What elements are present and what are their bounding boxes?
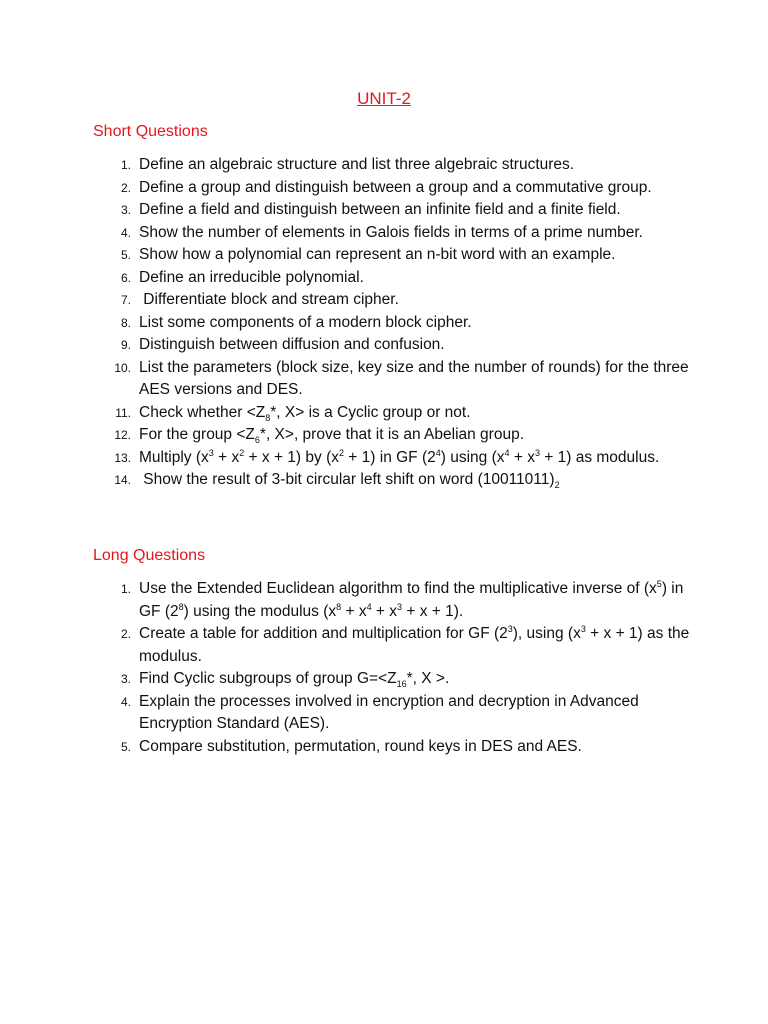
question-item [93,289,693,312]
question-item [93,469,693,492]
question-text: Check whether $<Z_8*$, X> is a Cyclic group or not. [139,403,471,423]
question-number: 7. [120,293,131,307]
question-text: Use the Extended Euclidean algorithm to find the multiplicative inverse of $(x^5)$ in GF $(2^8)$ using the modulus $(x^8 + x^4 + x^3 + x + 1)$. [139,578,684,620]
question-item [93,623,693,668]
question-text: List the parameters (block size, key size and the number of rounds) for the three AES versions and DES. [139,358,689,398]
question-text: Create a table for addition and multiplication for GF $(2^3)$, using $(x^3 + x + 1)$ as the modulus. [139,623,690,665]
question-number: 10. [114,360,131,375]
unit-title: UNIT-2 [357,89,411,108]
question-text: Multiply $(x^3 + x^2 + x + 1)$ by $(x^2 + 1)$ in GF $(2^4)$ using $(x^4 + x^3 + 1)$ as modulus. [139,447,660,466]
question-text: Show how a polynomial can represent an n-bit word with an example. [139,246,616,263]
question-number: 1. [120,158,131,172]
question-text: Define a group and distinguish between a group and a commutative group. [139,178,652,196]
question-text: For the group $<Z_6*$, X>, prove that it is an Abelian group. [139,426,525,446]
question-item [93,424,693,447]
question-item [93,334,693,357]
question-item [93,199,693,222]
question-item [93,357,693,402]
question-number: 13. [114,450,131,465]
question-item [93,312,693,335]
question-number: 3. [120,203,131,217]
question-number: 11. [115,405,131,420]
question-item [93,222,693,245]
question-number: 1. [120,582,131,596]
question-number: 5. [120,248,131,262]
question-item [93,177,693,200]
question-text: Distinguish between diffusion and confusion. [139,336,445,353]
question-text: Show the result of 3-bit circular left shift on word $(10011011)_2$ [139,471,560,491]
question-item [93,402,693,425]
question-item [93,691,693,736]
question-number: 3. [120,672,131,686]
long-questions-heading: Long Questions [93,547,206,564]
question-number: 12. [114,428,131,442]
question-text: Compare substitution, permutation, round keys in DES and AES. [139,737,582,755]
question-item [93,267,693,290]
question-number: 4. [120,694,131,709]
question-item [93,578,693,623]
question-number: 2. [120,627,131,641]
question-text: Define a field and distinguish between an infinite field and a finite field. [139,201,621,218]
question-item [93,736,693,759]
short-questions-list [93,154,693,492]
question-number: 4. [120,225,131,240]
question-number: 8. [120,315,131,330]
question-text: Define an algebraic structure and list three algebraic structures. [139,156,575,173]
question-item [93,244,693,267]
question-text: Show the number of elements in Galois fields in terms of a prime number. [139,223,643,241]
long-questions-list [93,578,693,758]
question-item [93,668,693,691]
question-text: Explain the processes involved in encryption and decryption in Advanced Encryption Standard (AES). [139,692,639,732]
question-number: 9. [120,338,131,352]
question-number: 14. [114,473,131,487]
short-questions-heading: Short Questions [93,123,208,140]
question-text: Differentiate block and stream cipher. [139,291,399,308]
question-text: List some components of a modern block cipher. [139,313,472,331]
question-number: 2. [120,180,131,195]
question-text: Define an irreducible polynomial. [139,268,364,286]
question-text: Find Cyclic subgroups of group $G=<Z_{16}*$, X >. [139,670,450,690]
question-number: 6. [120,270,131,285]
question-number: 5. [120,739,131,754]
question-item [93,154,693,177]
question-item [93,447,693,470]
